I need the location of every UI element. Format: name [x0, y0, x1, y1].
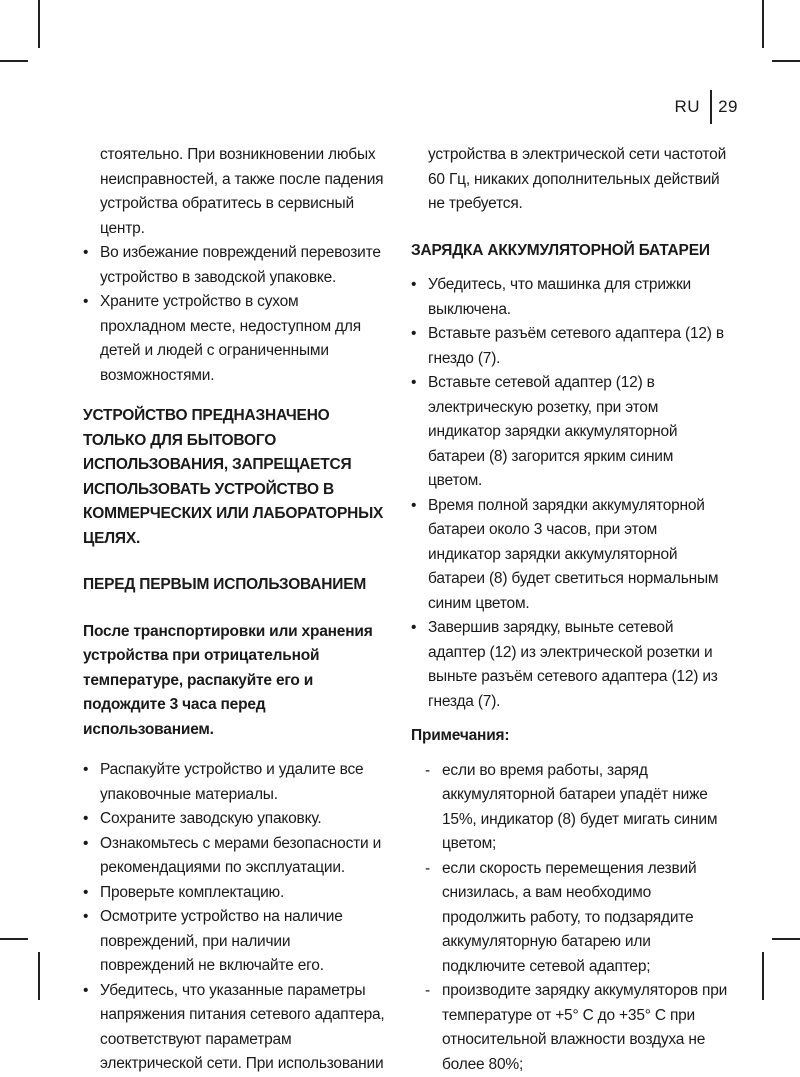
list-item: - если скорость перемещения лезвий снизилась, а вам необходимо продолжить работу, то подзарядите аккумуляторную батарею или подключите сетевой адаптер;	[425, 857, 729, 980]
list-item: • Вставьте разъём сетевого адаптера (12) в гнездо (7).	[411, 322, 729, 371]
left-intro-text: стоятельно. При возникновении любых неисправностей, а также после падения устройства обратитесь в сервисный центр.	[83, 143, 388, 241]
crop-mark-bottom-left-h	[0, 938, 28, 940]
crop-mark-top-left	[38, 0, 40, 48]
storage-bullet-list	[83, 241, 388, 388]
list-item: • Убедитесь, что указанные параметры напряжения питания сетевого адаптера, соответствуют параметрам электрической сети. При использовании	[83, 979, 388, 1077]
first-use-bullet-list	[83, 758, 388, 1077]
left-column	[83, 143, 388, 1077]
crop-mark-top-right	[762, 0, 764, 48]
list-item: - если во время работы, заряд аккумуляторной батареи упадёт ниже 15%, индикатор (8) будет мигать синим цветом;	[425, 759, 729, 857]
list-item: - производите зарядку аккумуляторов при температуре от +5° С до +35° С при относительной влажности воздуха не более 80%;	[425, 979, 729, 1077]
charging-bullet-list	[411, 273, 729, 714]
list-item: • Вставьте сетевой адаптер (12) в электрическую розетку, при этом индикатор зарядки аккумуляторной батареи (8) загорится ярким синим цветом.	[411, 371, 729, 494]
right-column	[411, 143, 729, 1077]
notes-list	[411, 759, 729, 1077]
list-item: • Сохраните заводскую упаковку.	[83, 807, 388, 832]
list-item: • Время полной зарядки аккумуляторной батареи около 3 часов, при этом индикатор зарядки аккумуляторной батареи (8) будет светиться нормальным синим цветом.	[411, 494, 729, 617]
crop-mark-bottom-right-h	[772, 938, 800, 940]
list-item: • Распакуйте устройство и удалите все упаковочные материалы.	[83, 758, 388, 807]
list-item: • Осмотрите устройство на наличие повреждений, при наличии повреждений не включайте его.	[83, 905, 388, 979]
page-header	[675, 90, 738, 124]
list-item: • Ознакомьтесь с мерами безопасности и рекомендациями по эксплуатации.	[83, 832, 388, 881]
notes-title: Примечания:	[411, 724, 729, 749]
transport-temperature-note: После транспортировки или хранения устройства при отрицательной температуре, распакуйте его и подождите 3 часа перед использованием.	[83, 620, 388, 743]
section-title-charging: ЗАРЯДКА АККУМУЛЯТОРНОЙ БАТАРЕИ	[411, 239, 729, 264]
crop-mark-top-left-h	[0, 60, 28, 62]
list-item: • Убедитесь, что машинка для стрижки выключена.	[411, 273, 729, 322]
household-use-warning: УСТРОЙСТВО ПРЕДНАЗНАЧЕНО ТОЛЬКО ДЛЯ БЫТОВОГО ИСПОЛЬЗОВАНИЯ, ЗАПРЕЩАЕТСЯ ИСПОЛЬЗОВАТЬ УСТРОЙСТВО В КОММЕРЧЕСКИХ ИЛИ ЛАБОРАТОРНЫХ ЦЕЛЯХ.	[83, 404, 388, 551]
section-title-first-use: ПЕРЕД ПЕРВЫМ ИСПОЛЬЗОВАНИЕМ	[83, 573, 388, 598]
language-code: RU	[675, 97, 711, 117]
crop-mark-bottom-right	[762, 952, 764, 1000]
crop-mark-bottom-left	[38, 952, 40, 1000]
list-item: • Завершив зарядку, выньте сетевой адаптер (12) из электрической розетки и выньте разъём сетевого адаптера (12) из гнезда (7).	[411, 616, 729, 714]
list-item: • Проверьте комплектацию.	[83, 881, 388, 906]
crop-mark-top-right-h	[772, 60, 800, 62]
list-item: • Храните устройство в сухом прохладном месте, недоступном для детей и людей с ограниченными возможностями.	[83, 290, 388, 388]
page-number: 29	[712, 97, 738, 117]
right-intro-text: устройства в электрической сети частотой 60 Гц, никаких дополнительных действий не требуется.	[411, 143, 729, 217]
list-item: • Во избежание повреждений перевозите устройство в заводской упаковке.	[83, 241, 388, 290]
